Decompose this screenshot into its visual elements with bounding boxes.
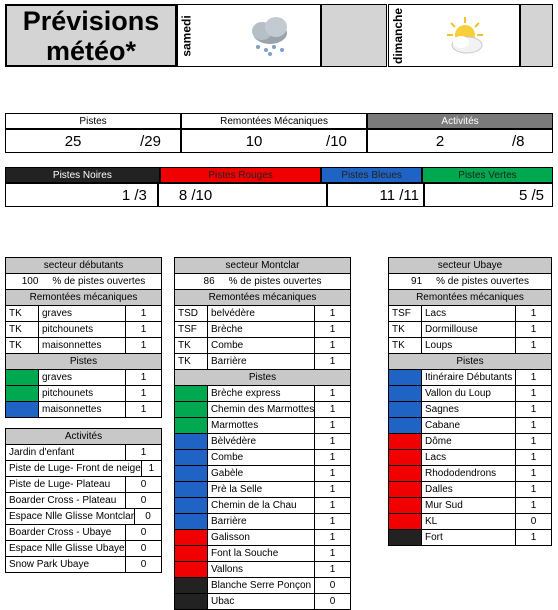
open-percent-label: % de pistes ouvertes	[436, 276, 529, 287]
piste-name: Vallons	[208, 562, 315, 577]
lift-row	[389, 322, 551, 338]
piste-color-swatch	[175, 562, 208, 577]
sector-title: secteur débutants	[6, 258, 161, 274]
piste-color-swatch	[6, 402, 39, 417]
piste-row	[6, 370, 161, 386]
piste-status: 1	[530, 452, 537, 463]
piste-row	[175, 402, 350, 418]
lift-row	[175, 338, 350, 354]
piste-name: Lacs	[422, 450, 516, 465]
activity-row	[6, 493, 161, 509]
day2-filler	[520, 4, 553, 67]
piste-color-swatch	[389, 498, 422, 513]
piste-color-swatch	[175, 530, 208, 545]
open-percent-label: % de pistes ouvertes	[52, 276, 146, 287]
noires-value: 1 /3	[5, 183, 158, 207]
open-percent-value: 91	[411, 276, 423, 287]
vertes-header: Pistes Vertes	[422, 167, 553, 183]
piste-row	[389, 434, 551, 450]
lift-status: 1	[329, 340, 336, 351]
open-percent-row	[175, 274, 350, 290]
lift-status: 1	[140, 340, 147, 351]
piste-status: 1	[530, 420, 537, 431]
piste-color-swatch	[389, 434, 422, 449]
piste-name: Cabane	[422, 418, 516, 433]
lift-status: 1	[329, 324, 336, 335]
lift-name: graves	[39, 306, 126, 321]
piste-row	[175, 418, 350, 434]
piste-row	[175, 450, 350, 466]
lift-code: TK	[389, 338, 422, 353]
piste-row	[6, 386, 161, 402]
piste-row	[175, 594, 350, 610]
piste-status: 0	[329, 580, 336, 591]
lift-row	[6, 322, 161, 338]
day1-label-wrap	[178, 5, 196, 66]
sector-title: secteur Montclar	[175, 258, 350, 274]
lift-row	[175, 354, 350, 370]
piste-name: Fort	[422, 530, 516, 545]
activity-status: 0	[140, 495, 147, 506]
piste-name: maisonnettes	[39, 402, 126, 417]
activity-row	[6, 557, 161, 573]
activity-status: 1	[148, 463, 155, 474]
piste-row	[175, 466, 350, 482]
lift-name: Dormillouse	[422, 322, 516, 337]
piste-status: 1	[329, 436, 336, 447]
pistes-header: Pistes	[175, 370, 350, 386]
piste-color-swatch	[175, 498, 208, 513]
piste-status: 1	[329, 404, 336, 415]
piste-color-swatch	[389, 530, 422, 545]
activites-title: Activités	[6, 429, 161, 445]
piste-row	[389, 530, 551, 546]
activity-name: Piste de Luge- Plateau	[6, 477, 126, 492]
piste-status: 1	[329, 532, 336, 543]
piste-row	[175, 562, 350, 578]
activites-table	[5, 428, 162, 573]
pistes-value: 25	[64, 132, 82, 150]
page-title	[5, 4, 177, 67]
piste-name: Chemin de la Chau	[208, 498, 315, 513]
piste-row	[389, 514, 551, 530]
activity-status: 1	[140, 447, 147, 458]
piste-row	[175, 578, 350, 594]
activity-row	[6, 461, 161, 477]
piste-name: Chemin des Marmottes	[208, 402, 315, 417]
piste-status: 0	[530, 516, 537, 527]
lift-status: 1	[530, 324, 537, 335]
lift-name: Combe	[208, 338, 315, 353]
vertes-value: 5 /5	[424, 183, 553, 207]
open-percent-value: 86	[203, 276, 215, 287]
piste-row	[389, 386, 551, 402]
piste-name: Sagnes	[422, 402, 516, 417]
day1-label: samedi	[180, 14, 195, 57]
piste-row	[389, 402, 551, 418]
piste-color-swatch	[389, 370, 422, 385]
piste-row	[389, 418, 551, 434]
activites-count	[367, 129, 553, 153]
lift-status: 1	[140, 324, 147, 335]
piste-name: Font la Souche	[208, 546, 315, 561]
remontees-value: 10	[245, 132, 263, 150]
piste-color-swatch	[175, 434, 208, 449]
piste-name: Rhododendrons	[422, 466, 516, 481]
activites-header: Activités	[367, 113, 553, 129]
piste-row	[389, 466, 551, 482]
piste-row	[175, 386, 350, 402]
lift-row	[389, 338, 551, 354]
day2-forecast	[388, 4, 520, 67]
activity-status: 0	[145, 511, 151, 522]
day2-label-wrap	[389, 5, 407, 66]
piste-color-swatch	[175, 594, 208, 609]
piste-color-swatch	[389, 418, 422, 433]
activity-name: Espace Nlle Glisse Montclar	[6, 509, 135, 524]
lifts-header: Remontées mécaniques	[6, 290, 161, 306]
piste-status: 1	[329, 468, 336, 479]
piste-row	[389, 482, 551, 498]
piste-status: 1	[329, 516, 336, 527]
lift-code: TSD	[175, 306, 208, 321]
piste-color-swatch	[175, 546, 208, 561]
activity-status: 0	[140, 479, 147, 490]
bleues-value: 11 /11	[327, 183, 424, 207]
activity-row	[6, 509, 161, 525]
piste-name: Galisson	[208, 530, 315, 545]
piste-name: Prè la Selle	[208, 482, 315, 497]
lifts-header: Remontées mécaniques	[389, 290, 551, 306]
secteur-ubaye-table	[388, 257, 552, 546]
piste-row	[6, 402, 161, 418]
piste-name: KL	[422, 514, 516, 529]
piste-name: Combe	[208, 450, 315, 465]
piste-name: Dôme	[422, 434, 516, 449]
rouges-header: Pistes Rouges	[160, 167, 322, 183]
pistes-header: Pistes	[5, 113, 181, 129]
lift-status: 1	[329, 308, 336, 319]
lift-status: 1	[140, 308, 147, 319]
piste-status: 1	[530, 404, 537, 415]
piste-color-swatch	[175, 482, 208, 497]
piste-color-swatch	[389, 466, 422, 481]
activity-name: Piste de Luge- Front de neige	[6, 461, 142, 476]
piste-status: 1	[329, 548, 336, 559]
piste-row	[389, 498, 551, 514]
piste-name: Marmottes	[208, 418, 315, 433]
activites-total: /8	[512, 132, 525, 150]
piste-color-swatch	[175, 466, 208, 481]
piste-color-swatch	[175, 418, 208, 433]
piste-row	[389, 450, 551, 466]
activity-row	[6, 477, 161, 493]
remontees-total: /10	[326, 132, 347, 150]
piste-color-swatch	[389, 450, 422, 465]
lift-row	[175, 322, 350, 338]
piste-status: 1	[329, 564, 336, 575]
pistes-header: Pistes	[6, 354, 161, 370]
piste-row	[175, 546, 350, 562]
piste-name: Brèche express	[208, 386, 315, 401]
piste-name: graves	[39, 370, 126, 385]
piste-status: 1	[140, 404, 147, 415]
pistes-header: Pistes	[389, 354, 551, 370]
piste-status: 0	[329, 596, 336, 607]
lift-row	[175, 306, 350, 322]
piste-row	[175, 514, 350, 530]
activity-row	[6, 525, 161, 541]
bleues-header: Pistes Bleues	[321, 167, 422, 183]
day2-label: dimanche	[391, 7, 406, 64]
piste-status: 1	[530, 388, 537, 399]
lift-name: pitchounets	[39, 322, 126, 337]
lift-status: 1	[530, 308, 537, 319]
pistes-count	[5, 129, 181, 153]
piste-color-swatch	[389, 386, 422, 401]
secteur-debutants-table	[5, 257, 162, 418]
snow-cloud-icon	[246, 15, 294, 62]
lift-code: TK	[6, 338, 39, 353]
lift-status: 1	[329, 356, 336, 367]
remontees-count	[181, 129, 367, 153]
piste-status: 1	[530, 500, 537, 511]
summary-row	[5, 113, 553, 153]
piste-name: Blanche Serre Ponçon	[208, 578, 315, 593]
day1-filler	[321, 4, 387, 67]
activites-value: 2	[435, 132, 445, 150]
lift-name: Lacs	[422, 306, 516, 321]
open-percent-row	[389, 274, 551, 290]
lift-code: TSF	[389, 306, 422, 321]
activity-name: Boarder Cross - Plateau	[6, 493, 126, 508]
piste-color-swatch	[6, 386, 39, 401]
activity-status: 0	[140, 527, 147, 538]
lift-name: Barrière	[208, 354, 315, 369]
piste-color-swatch	[389, 514, 422, 529]
secteur-montclar-table	[174, 257, 351, 610]
piste-status: 1	[530, 468, 537, 479]
piste-color-swatch	[389, 482, 422, 497]
piste-status: 1	[530, 532, 537, 543]
pistes-total: /29	[140, 132, 161, 150]
piste-color-swatch	[175, 450, 208, 465]
activity-name: Espace Nlle Glisse Ubaye	[6, 541, 126, 556]
piste-row	[175, 530, 350, 546]
activity-name: Jardin d'enfant	[6, 445, 126, 460]
sector-title: secteur Ubaye	[389, 258, 551, 274]
piste-status: 1	[329, 500, 336, 511]
piste-color-swatch	[175, 514, 208, 529]
day1-forecast	[177, 4, 321, 67]
piste-status: 1	[329, 420, 336, 431]
piste-name: Barrière	[208, 514, 315, 529]
lift-row	[389, 306, 551, 322]
lift-code: TK	[175, 354, 208, 369]
piste-status: 1	[140, 372, 147, 383]
lifts-header: Remontées mécaniques	[175, 290, 350, 306]
piste-color-swatch	[389, 402, 422, 417]
piste-color-swatch	[6, 370, 39, 385]
activity-name: Boarder Cross - Ubaye	[6, 525, 126, 540]
lift-name: belvédère	[208, 306, 315, 321]
title-line-1: Prévisions	[22, 5, 160, 36]
piste-name: Dalles	[422, 482, 516, 497]
piste-row	[175, 434, 350, 450]
lift-row	[6, 306, 161, 322]
lift-name: Brèche	[208, 322, 315, 337]
noires-header: Pistes Noires	[5, 167, 160, 183]
piste-color-swatch	[175, 578, 208, 593]
lift-code: TK	[175, 338, 208, 353]
lift-code: TSF	[175, 322, 208, 337]
lift-code: TK	[389, 322, 422, 337]
activity-name: Snow Park Ubaye	[6, 557, 126, 572]
piste-name: Itinéraire Débutants	[422, 370, 516, 385]
color-summary-row	[5, 167, 553, 207]
lift-code: TK	[6, 322, 39, 337]
piste-status: 1	[530, 484, 537, 495]
activity-row	[6, 445, 161, 461]
piste-name: Mur Sud	[422, 498, 516, 513]
piste-color-swatch	[175, 402, 208, 417]
open-percent-row	[6, 274, 161, 290]
piste-name: Vallon du Loup	[422, 386, 516, 401]
piste-status: 1	[530, 436, 537, 447]
lift-name: maisonnettes	[39, 338, 126, 353]
piste-status: 1	[140, 388, 147, 399]
open-percent-label: % de pistes ouvertes	[228, 276, 322, 287]
piste-row	[389, 370, 551, 386]
piste-name: Ubac	[208, 594, 315, 609]
activity-status: 0	[140, 543, 147, 554]
piste-status: 1	[530, 372, 537, 383]
lift-name: Loups	[422, 338, 516, 353]
rouges-value: 8 /10	[158, 183, 327, 207]
lift-row	[6, 338, 161, 354]
piste-name: Gabèle	[208, 466, 315, 481]
piste-row	[175, 498, 350, 514]
piste-color-swatch	[175, 386, 208, 401]
activity-status: 0	[140, 559, 147, 570]
piste-status: 1	[329, 388, 336, 399]
piste-name: pitchounets	[39, 386, 126, 401]
activity-row	[6, 541, 161, 557]
title-line-2: météo*	[45, 35, 136, 66]
piste-name: Bèlvédère	[208, 434, 315, 449]
open-percent-value: 100	[21, 276, 39, 287]
lift-code: TK	[6, 306, 39, 321]
remontees-header: Remontées Mécaniques	[181, 113, 367, 129]
piste-status: 1	[329, 484, 336, 495]
lift-status: 1	[530, 340, 537, 351]
piste-row	[175, 482, 350, 498]
piste-status: 1	[329, 452, 336, 463]
sun-cloud-icon	[443, 15, 489, 62]
